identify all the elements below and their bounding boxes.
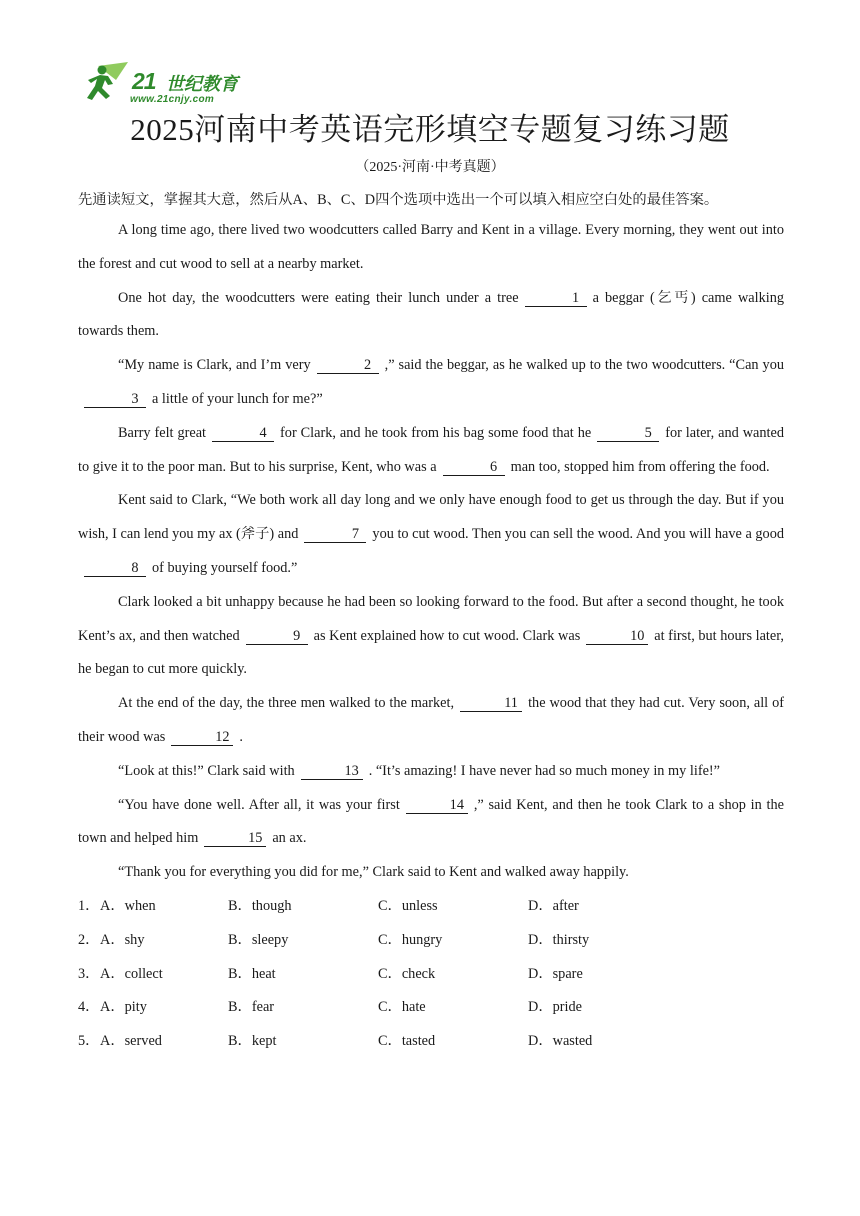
- blank-11: 11: [460, 695, 522, 712]
- option-row: [78, 890, 784, 924]
- blank-1: 1: [525, 290, 587, 307]
- passage-paragraph: [78, 214, 784, 282]
- blank-14: 14: [406, 797, 468, 814]
- passage-paragraph: [78, 586, 784, 687]
- passage-text: “Thank you for everything you did for me,” Clark said to Kent and walked away happily.: [118, 864, 629, 881]
- option-a: A．shy: [100, 931, 145, 948]
- passage-text: ,” said the beggar, as he walked up to the two woodcutters. “Can you: [384, 357, 784, 374]
- passage-text: . “It’s amazing! I have never had so much money in my life!”: [368, 762, 721, 779]
- passage-text: A long time ago, there lived two woodcutters called Barry and Kent in a village. Every morning, they went out into the forest and cut wood to sell at a nearby market.: [78, 222, 784, 272]
- option-c: C．hate: [378, 999, 426, 1016]
- passage-text: ,” said Kent, and then he took Clark to a shop in the town and helped him: [78, 796, 785, 847]
- passage-paragraph: [78, 484, 784, 585]
- passage-text: .: [239, 728, 243, 745]
- passage-text: One hot day, the woodcutters were eating their lunch under a tree: [118, 289, 519, 306]
- passage-text: At the end of the day, the three men walked to the market,: [118, 695, 455, 712]
- option-a: A．served: [100, 1033, 162, 1050]
- option-row: [78, 991, 784, 1025]
- option-d: D．pride: [528, 999, 582, 1016]
- option-b: B．heat: [228, 965, 276, 982]
- passage-text: of buying yourself food.”: [152, 559, 298, 576]
- passage-text: a beggar (乞丐) came walking towards them.: [78, 289, 785, 340]
- blank-12: 12: [171, 729, 233, 746]
- option-row: [78, 958, 784, 992]
- passage-paragraph: [78, 417, 784, 485]
- option-c: C．tasted: [378, 1033, 436, 1050]
- passage-text: a little of your lunch for me?”: [152, 390, 323, 407]
- logo-url: www.21cnjy.com: [130, 94, 215, 105]
- passage-paragraph: [78, 755, 784, 789]
- blank-13: 13: [301, 763, 363, 780]
- passage-text: for later, and wanted to give it to the poor man. But to his surprise, Kent, who was a: [78, 424, 784, 475]
- blank-8: 8: [84, 560, 146, 577]
- blank-3: 3: [84, 391, 146, 408]
- page-title: 2025河南中考英语完形填空专题复习练习题: [130, 112, 730, 147]
- passage-text: “My name is Clark, and I’m very: [118, 357, 311, 374]
- option-d: D．spare: [528, 965, 583, 982]
- passage-text: you to cut wood. Then you can sell the wood. And you will have a good: [372, 526, 784, 543]
- option-d: D．thirsty: [528, 931, 590, 948]
- blank-5: 5: [597, 425, 659, 442]
- option-a: A．pity: [100, 999, 147, 1016]
- passage-text: as Kent explained how to cut wood. Clark was: [313, 627, 581, 644]
- option-c: C．unless: [378, 897, 438, 914]
- passage-text: for Clark, and he took from his bag some food that he: [280, 424, 592, 441]
- option-b: B．fear: [228, 999, 275, 1016]
- passage-text: an ax.: [272, 830, 307, 847]
- passage-paragraph: [78, 856, 784, 890]
- question-number: 3．: [78, 965, 100, 982]
- passage-paragraph: [78, 349, 784, 417]
- passage: [78, 214, 784, 890]
- passage-text: “Look at this!” Clark said with: [118, 762, 295, 779]
- passage-paragraph: [78, 687, 784, 755]
- passage-text: the wood that they had cut. Very soon, all of their wood was: [78, 695, 784, 745]
- options-list: [78, 890, 784, 1059]
- question-number: 2．: [78, 931, 100, 948]
- option-a: A．when: [100, 897, 156, 914]
- option-d: D．after: [528, 897, 579, 914]
- question-number: 4．: [78, 999, 100, 1016]
- option-row: [78, 924, 784, 958]
- option-c: C．check: [378, 965, 436, 982]
- blank-6: 6: [443, 459, 505, 476]
- logo-number: 21: [132, 68, 156, 94]
- passage-text: Clark looked a bit unhappy because he had been so looking forward to the food. But after a second thought, he took Kent’s ax, and then watched: [78, 593, 784, 644]
- logo-chinese: 世纪教育: [166, 74, 238, 95]
- blank-10: 10: [586, 628, 648, 645]
- option-d: D．wasted: [528, 1033, 593, 1050]
- blank-2: 2: [317, 357, 379, 374]
- instruction: 先通读短文，掌握其大意，然后从A、B、C、D四个选项中选出一个可以填入相应空白处的最佳答案。: [78, 192, 719, 208]
- question-number: 5．: [78, 1033, 100, 1050]
- option-b: B．kept: [228, 1033, 277, 1050]
- blank-4: 4: [212, 425, 274, 442]
- passage-text: Barry felt great: [118, 424, 207, 441]
- runner-icon: [80, 62, 130, 104]
- option-c: C．hungry: [378, 931, 443, 948]
- blank-7: 7: [304, 526, 366, 543]
- passage-text: “You have done well. After all, it was your first: [118, 796, 400, 813]
- passage-text: Kent said to Clark, “We both work all day long and we only have enough food to get us through the day. But if you wish, I can lend you my ax (斧子) and: [78, 492, 784, 543]
- passage-paragraph: [78, 789, 784, 857]
- document-content: [78, 186, 784, 1059]
- blank-9: 9: [246, 628, 308, 645]
- page-subtitle: （2025·河南·中考真题）: [355, 160, 505, 175]
- passage-paragraph: [78, 282, 784, 350]
- option-b: B．sleepy: [228, 931, 289, 948]
- option-b: B．though: [228, 897, 292, 914]
- passage-text: man too, stopped him from offering the food.: [510, 458, 770, 475]
- logo: [80, 62, 242, 106]
- question-number: 1．: [78, 897, 100, 914]
- option-a: A．collect: [100, 965, 163, 982]
- blank-15: 15: [204, 830, 266, 847]
- passage-text: at first, but hours later, he began to cut more quickly.: [78, 627, 785, 678]
- option-row: [78, 1025, 784, 1059]
